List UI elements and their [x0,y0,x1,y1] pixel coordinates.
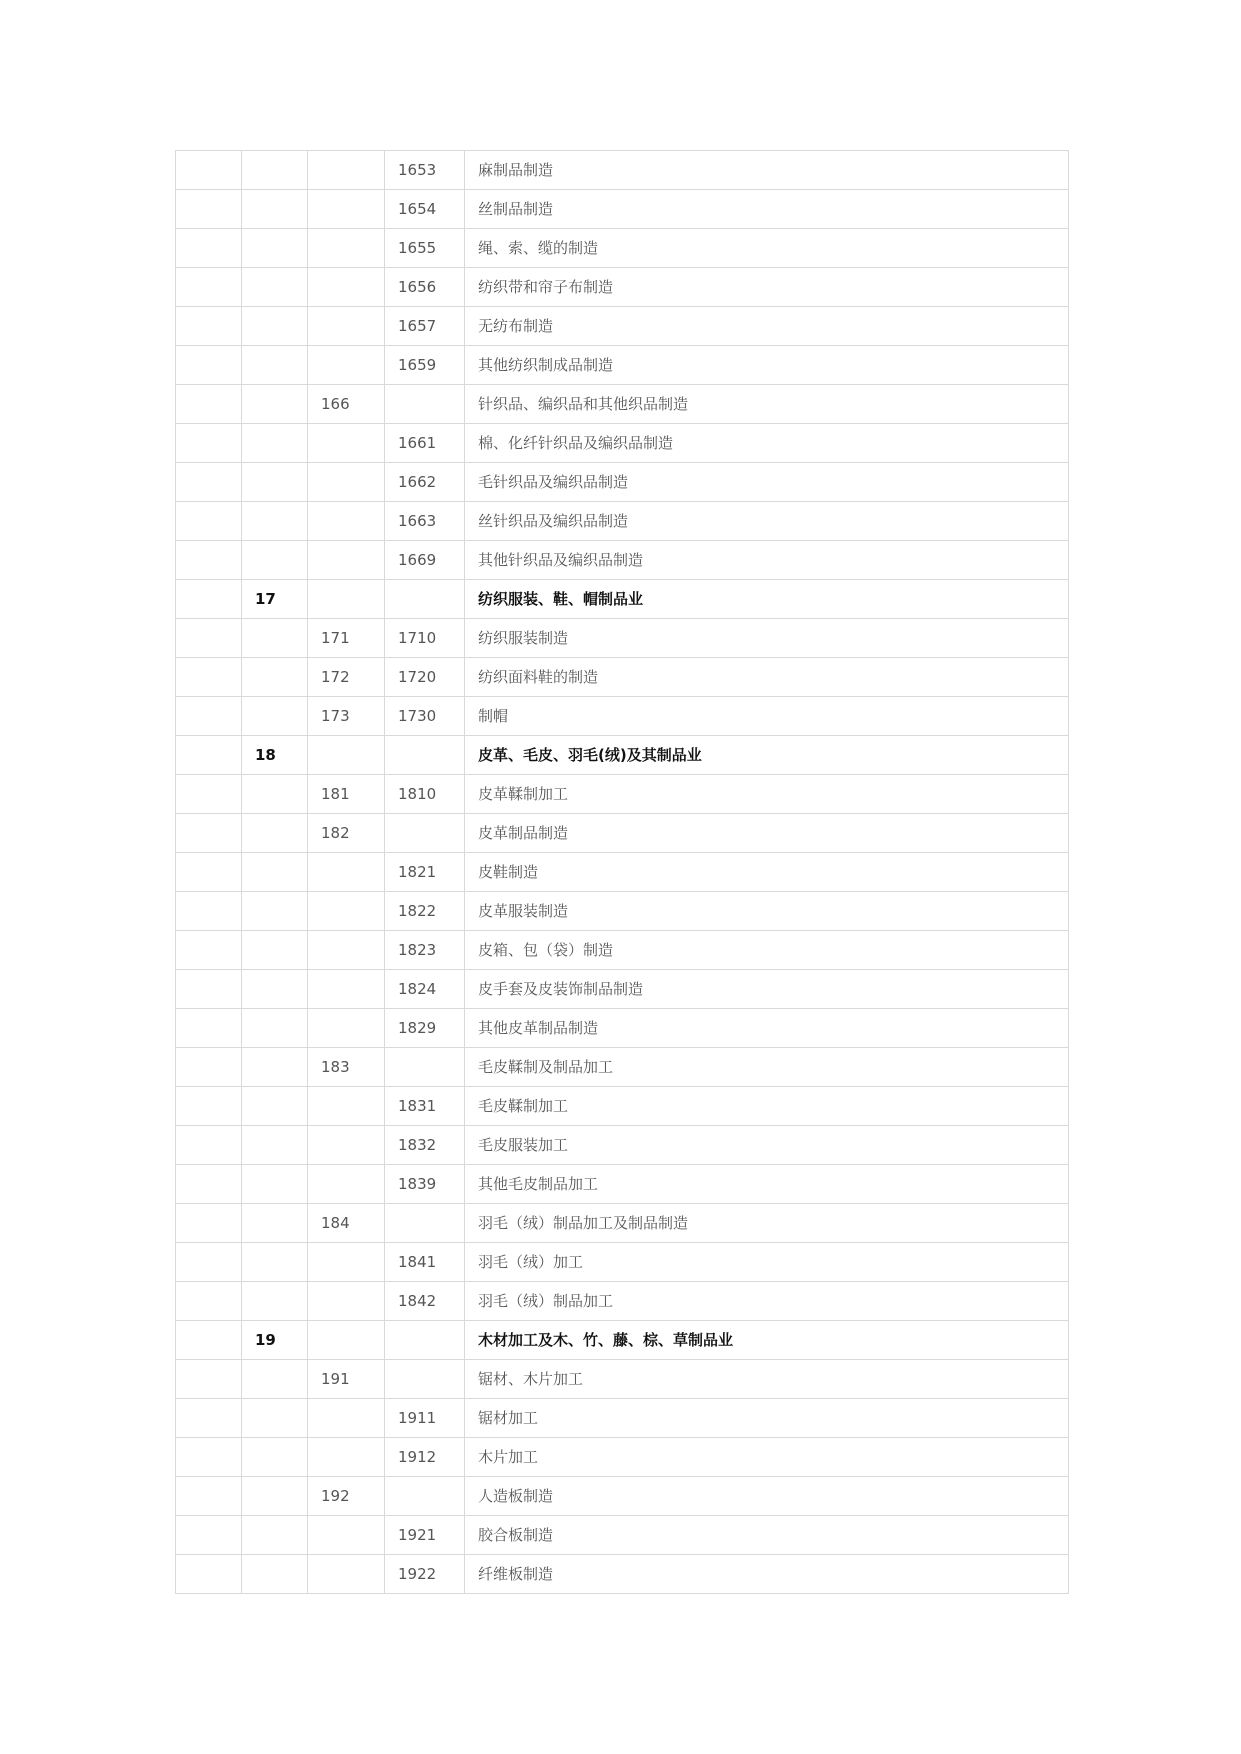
category-name-cell: 纤维板制造 [465,1555,1069,1594]
section-code-cell [176,1048,242,1087]
class-code-cell: 1730 [385,697,465,736]
section-code-cell [176,814,242,853]
section-code-cell [176,697,242,736]
table-row [176,1477,1069,1516]
class-code-cell [385,580,465,619]
table-row [176,229,1069,268]
class-code-cell [385,1204,465,1243]
division-code-cell [242,268,308,307]
division-code-cell: 17 [242,580,308,619]
group-code-cell [308,1126,385,1165]
table-row [176,775,1069,814]
class-code-cell [385,814,465,853]
group-code-cell [308,502,385,541]
group-code-cell [308,463,385,502]
section-code-cell [176,385,242,424]
group-code-cell [308,151,385,190]
table-row [176,541,1069,580]
category-name-cell: 丝针织品及编织品制造 [465,502,1069,541]
industry-classification-table [175,150,1069,1594]
division-code-cell [242,1360,308,1399]
group-code-cell [308,736,385,775]
table-row [176,931,1069,970]
category-name-cell: 其他针织品及编织品制造 [465,541,1069,580]
group-code-cell: 171 [308,619,385,658]
group-code-cell [308,229,385,268]
table-row [176,1321,1069,1360]
division-code-cell [242,190,308,229]
group-code-cell: 184 [308,1204,385,1243]
category-name-cell: 纺织面料鞋的制造 [465,658,1069,697]
section-code-cell [176,502,242,541]
class-code-cell: 1655 [385,229,465,268]
table-body [176,151,1069,1594]
class-code-cell: 1829 [385,1009,465,1048]
category-name-cell: 锯材加工 [465,1399,1069,1438]
division-code-cell [242,1555,308,1594]
class-code-cell: 1841 [385,1243,465,1282]
category-name-cell: 绳、索、缆的制造 [465,229,1069,268]
division-code-cell [242,775,308,814]
group-code-cell: 181 [308,775,385,814]
category-name-cell: 人造板制造 [465,1477,1069,1516]
category-name-cell: 羽毛（绒）制品加工 [465,1282,1069,1321]
table-row [176,1399,1069,1438]
section-code-cell [176,268,242,307]
class-code-cell [385,736,465,775]
division-code-cell [242,1438,308,1477]
division-code-cell [242,502,308,541]
group-code-cell [308,1165,385,1204]
class-code-cell: 1922 [385,1555,465,1594]
group-code-cell [308,580,385,619]
table-row [176,1282,1069,1321]
class-code-cell: 1663 [385,502,465,541]
class-code-cell: 1912 [385,1438,465,1477]
table-row [176,502,1069,541]
class-code-cell: 1832 [385,1126,465,1165]
category-name-cell: 纺织服装制造 [465,619,1069,658]
table-row [176,346,1069,385]
section-code-cell [176,1360,242,1399]
category-name-cell: 毛针织品及编织品制造 [465,463,1069,502]
table-row [176,619,1069,658]
group-code-cell [308,931,385,970]
group-code-cell: 172 [308,658,385,697]
table-row [176,1126,1069,1165]
table-row [176,736,1069,775]
section-code-cell [176,580,242,619]
table-row [176,697,1069,736]
section-code-cell [176,892,242,931]
group-code-cell [308,1087,385,1126]
category-name-cell: 纺织带和帘子布制造 [465,268,1069,307]
division-code-cell: 18 [242,736,308,775]
division-code-cell [242,385,308,424]
division-code-cell [242,1165,308,1204]
group-code-cell [308,1243,385,1282]
category-name-cell: 其他皮革制品制造 [465,1009,1069,1048]
category-name-cell: 其他纺织制成品制造 [465,346,1069,385]
category-name-cell: 胶合板制造 [465,1516,1069,1555]
division-code-cell [242,424,308,463]
class-code-cell: 1710 [385,619,465,658]
division-code-cell: 19 [242,1321,308,1360]
group-code-cell [308,424,385,463]
category-name-cell: 针织品、编织品和其他织品制造 [465,385,1069,424]
section-code-cell [176,775,242,814]
group-code-cell [308,1009,385,1048]
category-name-cell: 木材加工及木、竹、藤、棕、草制品业 [465,1321,1069,1360]
category-name-cell: 皮手套及皮装饰制品制造 [465,970,1069,1009]
division-code-cell [242,1516,308,1555]
category-name-cell: 毛皮服装加工 [465,1126,1069,1165]
category-name-cell: 无纺布制造 [465,307,1069,346]
section-code-cell [176,619,242,658]
table-row [176,463,1069,502]
group-code-cell: 192 [308,1477,385,1516]
category-name-cell: 皮箱、包（袋）制造 [465,931,1069,970]
section-code-cell [176,1321,242,1360]
group-code-cell: 166 [308,385,385,424]
class-code-cell: 1839 [385,1165,465,1204]
group-code-cell [308,853,385,892]
table-row [176,385,1069,424]
group-code-cell [308,1555,385,1594]
category-name-cell: 毛皮鞣制及制品加工 [465,1048,1069,1087]
group-code-cell [308,1321,385,1360]
section-code-cell [176,1438,242,1477]
group-code-cell: 191 [308,1360,385,1399]
class-code-cell: 1657 [385,307,465,346]
division-code-cell [242,307,308,346]
class-code-cell: 1669 [385,541,465,580]
table-row [176,892,1069,931]
group-code-cell: 182 [308,814,385,853]
category-name-cell: 其他毛皮制品加工 [465,1165,1069,1204]
category-name-cell: 羽毛（绒）制品加工及制品制造 [465,1204,1069,1243]
class-code-cell [385,1477,465,1516]
class-code-cell: 1842 [385,1282,465,1321]
division-code-cell [242,814,308,853]
section-code-cell [176,1126,242,1165]
division-code-cell [242,463,308,502]
section-code-cell [176,229,242,268]
table-row [176,814,1069,853]
section-code-cell [176,151,242,190]
division-code-cell [242,1204,308,1243]
group-code-cell: 183 [308,1048,385,1087]
class-code-cell: 1720 [385,658,465,697]
table-row [176,1204,1069,1243]
class-code-cell: 1659 [385,346,465,385]
category-name-cell: 皮鞋制造 [465,853,1069,892]
section-code-cell [176,463,242,502]
division-code-cell [242,1087,308,1126]
division-code-cell [242,970,308,1009]
section-code-cell [176,736,242,775]
class-code-cell: 1656 [385,268,465,307]
category-name-cell: 丝制品制造 [465,190,1069,229]
division-code-cell [242,658,308,697]
table-row [176,1087,1069,1126]
section-code-cell [176,541,242,580]
class-code-cell: 1911 [385,1399,465,1438]
group-code-cell [308,1516,385,1555]
table-row [176,307,1069,346]
group-code-cell [308,1399,385,1438]
class-code-cell: 1654 [385,190,465,229]
table-row [176,424,1069,463]
category-name-cell: 锯材、木片加工 [465,1360,1069,1399]
division-code-cell [242,1399,308,1438]
class-code-cell: 1821 [385,853,465,892]
section-code-cell [176,346,242,385]
table-row [176,1438,1069,1477]
division-code-cell [242,697,308,736]
category-name-cell: 制帽 [465,697,1069,736]
section-code-cell [176,1399,242,1438]
division-code-cell [242,1048,308,1087]
table-row [176,853,1069,892]
section-code-cell [176,1204,242,1243]
table-row [176,1243,1069,1282]
category-name-cell: 皮革制品制造 [465,814,1069,853]
division-code-cell [242,346,308,385]
table-row [176,1555,1069,1594]
class-code-cell: 1810 [385,775,465,814]
group-code-cell [308,1282,385,1321]
division-code-cell [242,1126,308,1165]
division-code-cell [242,892,308,931]
section-code-cell [176,658,242,697]
division-code-cell [242,1243,308,1282]
section-code-cell [176,1477,242,1516]
table-row [176,658,1069,697]
category-name-cell: 木片加工 [465,1438,1069,1477]
division-code-cell [242,619,308,658]
section-code-cell [176,307,242,346]
section-code-cell [176,1555,242,1594]
table-row [176,151,1069,190]
category-name-cell: 麻制品制造 [465,151,1069,190]
division-code-cell [242,1009,308,1048]
table-row [176,1516,1069,1555]
group-code-cell [308,307,385,346]
section-code-cell [176,1087,242,1126]
division-code-cell [242,931,308,970]
table-row [176,580,1069,619]
category-name-cell: 羽毛（绒）加工 [465,1243,1069,1282]
table-row [176,268,1069,307]
category-name-cell: 皮革、毛皮、羽毛(绒)及其制品业 [465,736,1069,775]
class-code-cell [385,1321,465,1360]
class-code-cell: 1661 [385,424,465,463]
section-code-cell [176,1165,242,1204]
category-name-cell: 皮革鞣制加工 [465,775,1069,814]
division-code-cell [242,853,308,892]
class-code-cell: 1653 [385,151,465,190]
division-code-cell [242,229,308,268]
category-name-cell: 棉、化纤针织品及编织品制造 [465,424,1069,463]
section-code-cell [176,931,242,970]
class-code-cell: 1921 [385,1516,465,1555]
section-code-cell [176,970,242,1009]
section-code-cell [176,1243,242,1282]
section-code-cell [176,190,242,229]
division-code-cell [242,1477,308,1516]
class-code-cell: 1824 [385,970,465,1009]
group-code-cell [308,1438,385,1477]
table-row [176,970,1069,1009]
division-code-cell [242,151,308,190]
category-name-cell: 纺织服装、鞋、帽制品业 [465,580,1069,619]
section-code-cell [176,424,242,463]
group-code-cell [308,190,385,229]
table-row [176,190,1069,229]
group-code-cell [308,346,385,385]
division-code-cell [242,541,308,580]
class-code-cell [385,385,465,424]
section-code-cell [176,1009,242,1048]
category-name-cell: 皮革服装制造 [465,892,1069,931]
section-code-cell [176,1282,242,1321]
table-row [176,1360,1069,1399]
class-code-cell [385,1360,465,1399]
class-code-cell [385,1048,465,1087]
group-code-cell [308,892,385,931]
class-code-cell: 1822 [385,892,465,931]
group-code-cell [308,970,385,1009]
division-code-cell [242,1282,308,1321]
class-code-cell: 1823 [385,931,465,970]
class-code-cell: 1831 [385,1087,465,1126]
group-code-cell [308,541,385,580]
category-name-cell: 毛皮鞣制加工 [465,1087,1069,1126]
table-row [176,1165,1069,1204]
class-code-cell: 1662 [385,463,465,502]
table-row [176,1009,1069,1048]
table-row [176,1048,1069,1087]
section-code-cell [176,1516,242,1555]
group-code-cell: 173 [308,697,385,736]
group-code-cell [308,268,385,307]
section-code-cell [176,853,242,892]
